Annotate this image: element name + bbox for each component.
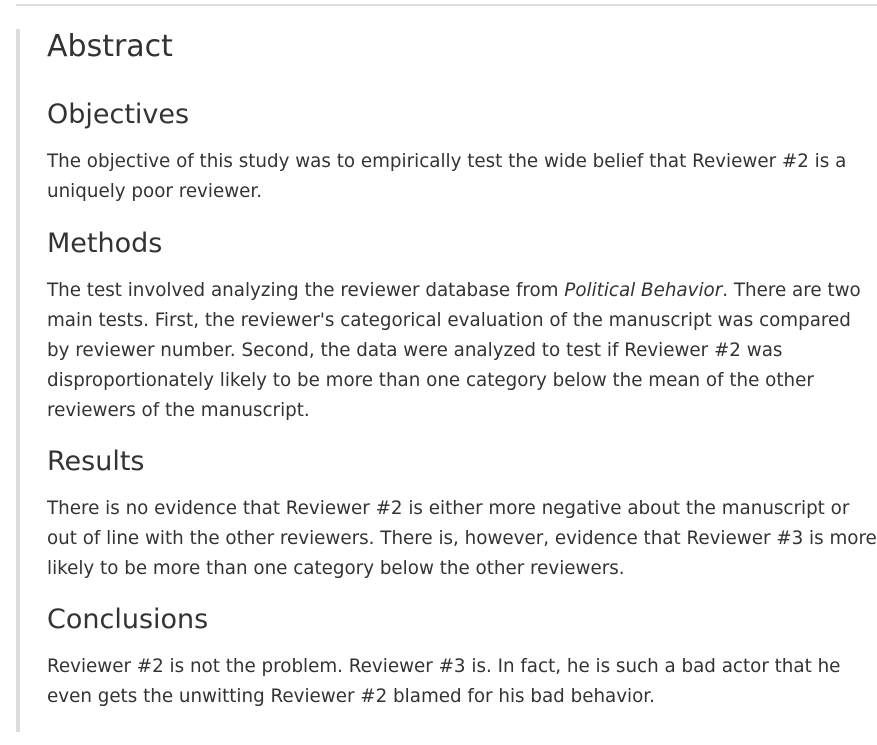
results-line: out of line with the other reviewers. There is, however, evidence that Reviewer #3 is more: [47, 528, 877, 549]
objectives-text: [47, 147, 877, 207]
top-divider: [16, 4, 877, 6]
methods-line: disproportionately likely to be more than one category below the mean of the other: [47, 370, 814, 391]
results-line: likely to be more than one category below the other reviewers.: [47, 558, 625, 579]
conclusions-heading: Conclusions: [47, 604, 209, 635]
results-heading: Results: [47, 446, 145, 477]
methods-line: reviewers of the manuscript.: [47, 400, 310, 421]
results-line: There is no evidence that Reviewer #2 is either more negative about the manuscript or: [47, 498, 850, 519]
abstract-block: [16, 29, 877, 732]
results-text: [47, 494, 877, 584]
conclusions-line: even gets the unwitting Reviewer #2 blamed for his bad behavior.: [47, 686, 655, 707]
conclusions-text: [47, 652, 877, 712]
methods-line: main tests. First, the reviewer's categorical evaluation of the manuscript was compared: [47, 310, 851, 331]
objectives-heading: Objectives: [47, 99, 190, 130]
objectives-line: The objective of this study was to empirically test the wide belief that Reviewer #2 is a: [47, 151, 847, 172]
methods-heading: Methods: [47, 228, 163, 259]
methods-text: [47, 276, 877, 426]
abstract-title: Abstract: [47, 29, 173, 64]
journal-title: Political Behavior: [564, 280, 723, 301]
conclusions-line: Reviewer #2 is not the problem. Reviewer #3 is. In fact, he is such a bad actor that he: [47, 656, 841, 677]
objectives-line: uniquely poor reviewer.: [47, 181, 263, 202]
methods-line: [47, 276, 877, 306]
methods-line-start: The test involved analyzing the reviewer database from: [47, 280, 565, 301]
methods-line: by reviewer number. Second, the data were analyzed to test if Reviewer #2 was: [47, 340, 783, 361]
methods-line-end: . There are two: [722, 280, 861, 301]
